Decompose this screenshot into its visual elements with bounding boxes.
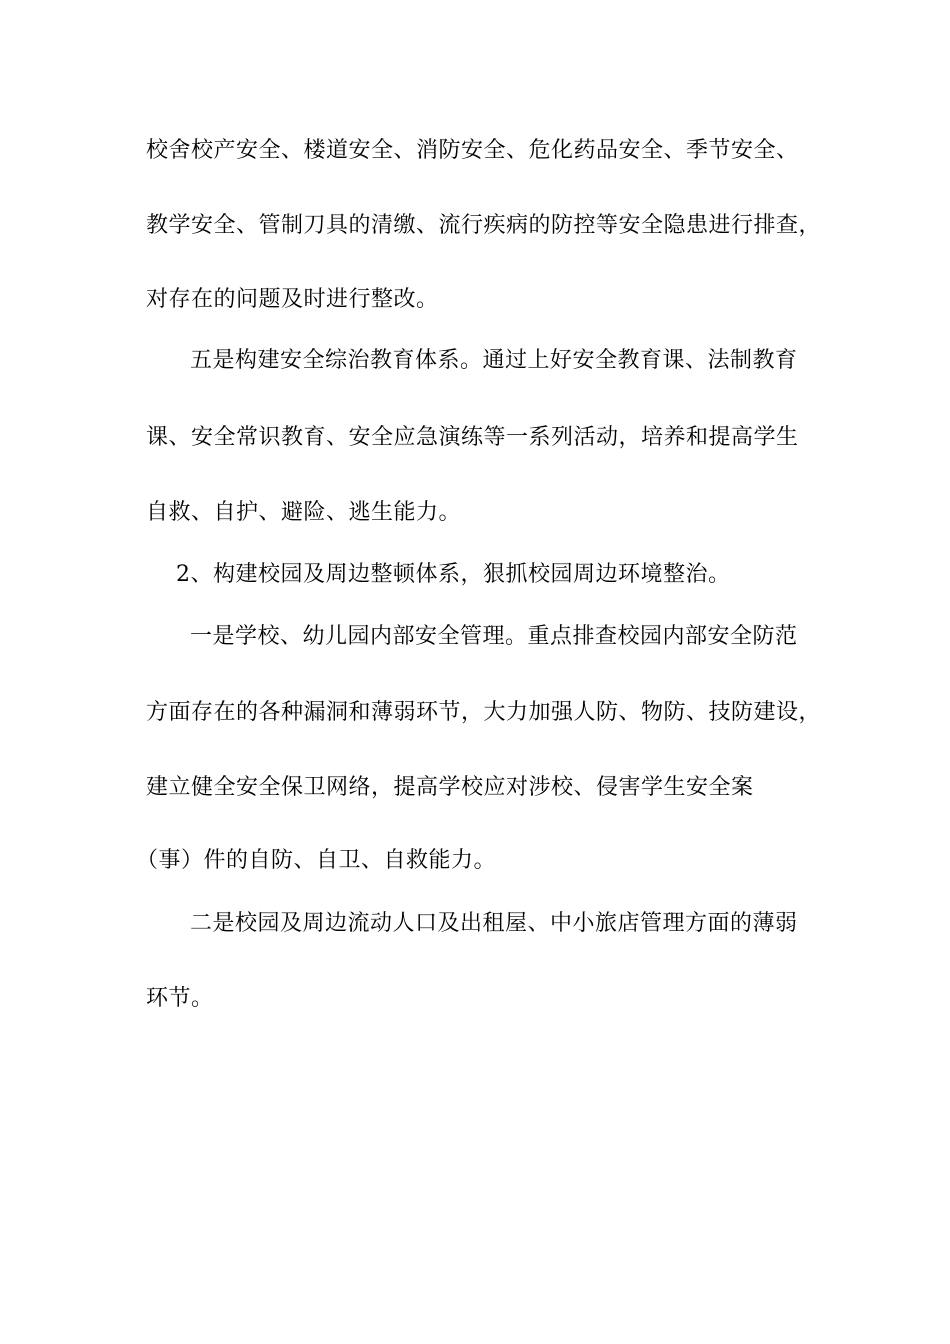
text-line-1: 校舍校产安全、楼道安全、消防安全、危化药品安全、季节安全、 xyxy=(146,138,799,163)
text-line-11: （事）件的自防、自卫、自救能力。 xyxy=(136,848,497,873)
text-line-2: 教学安全、管制刀具的清缴、流行疾病的防控等安全隐患进行排查， xyxy=(146,213,822,238)
text-line-3: 对存在的问题及时进行整改。 xyxy=(146,287,439,312)
text-line-12: 二是校园及周边流动人口及出租屋、中小旅店管理方面的薄弱 xyxy=(190,911,798,936)
text-line-10: 建立健全安全保卫网络，提高学校应对涉校、侵害学生安全案 xyxy=(146,775,754,800)
section-heading-2: 2、构建校园及周边整顿体系，狠抓校园周边环境整治。 xyxy=(176,562,731,587)
text-line-4: 五是构建安全综治教育体系。通过上好安全教育课、法制教育 xyxy=(190,348,798,373)
text-line-5: 课、安全常识教育、安全应急演练等一系列活动，培养和提高学生 xyxy=(146,425,799,450)
text-line-9: 方面存在的各种漏洞和薄弱环节，大力加强人防、物防、技防建设， xyxy=(146,700,822,725)
text-line-8: 一是学校、幼儿园内部安全管理。重点排查校园内部安全防范 xyxy=(190,624,798,649)
text-line-6: 自救、自护、避险、逃生能力。 xyxy=(146,500,462,525)
text-line-13: 环节。 xyxy=(146,986,214,1011)
